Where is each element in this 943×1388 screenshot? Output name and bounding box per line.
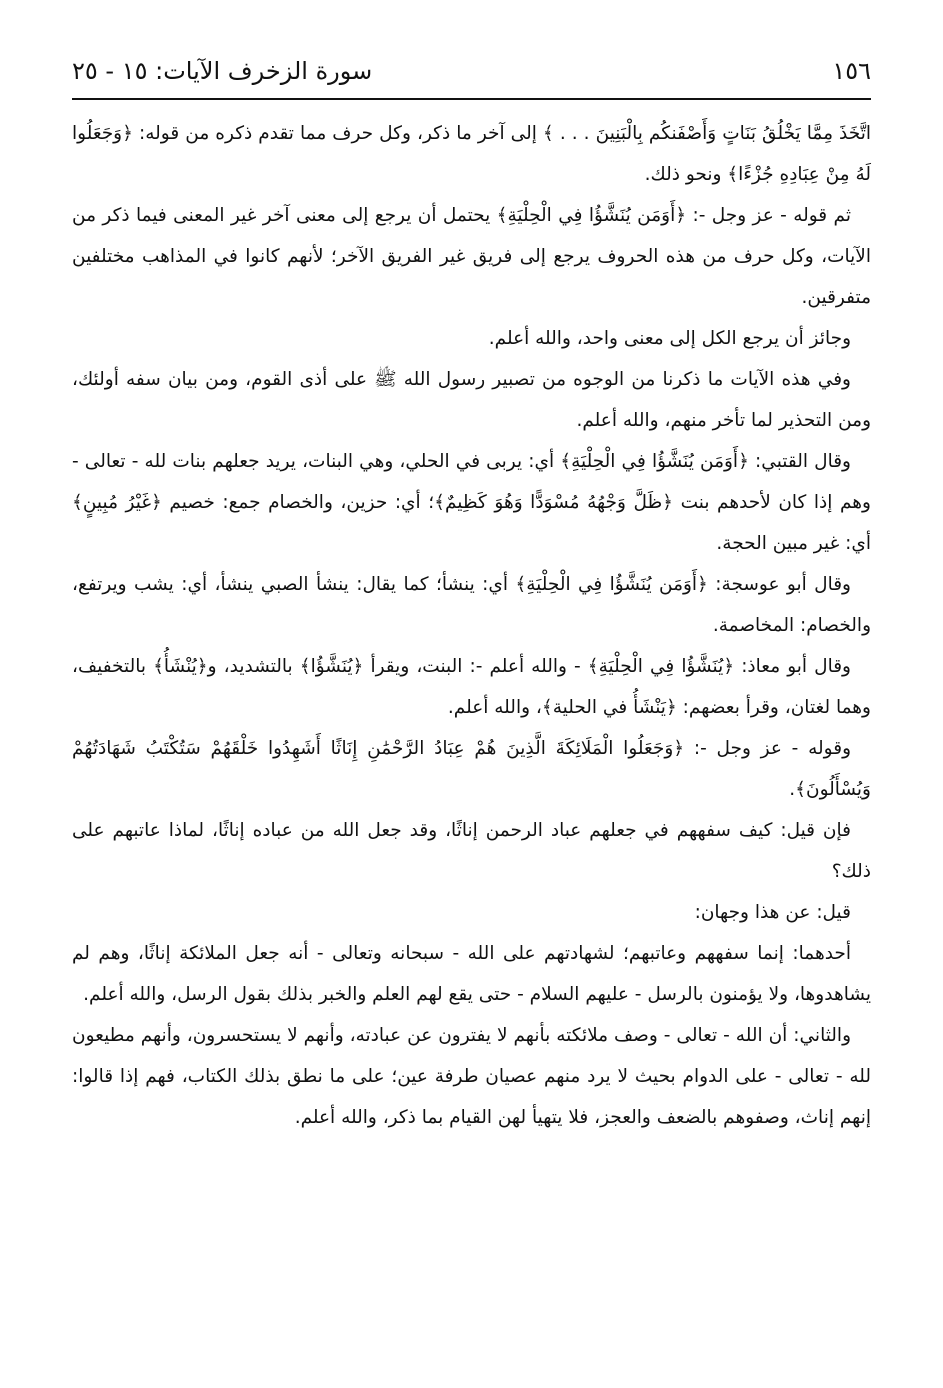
paragraph-answer-intro: قيل: عن هذا وجهان: bbox=[694, 902, 851, 923]
paragraph-yunshsha-verse: ثم قوله - عز وجل -: ﴿أَوَمَن يُنَشَّؤُا فِي الْحِلْيَةِ﴾ يحتمل أن يرجع إلى معنى آخر غير المعنى فيما ذكر من الآيات، وكل حرف من هذه الحروف يرجع إلى فريق غير الفريق الآخر؛ لأنهم كانوا في المذاهب مختلفين متفرقين. bbox=[72, 205, 871, 308]
paragraph-continuation: اتَّخَذَ مِمَّا يَخْلُقُ بَنَاتٍ وَأَصْفَنكُم بِالْبَنِينَ . . . ﴾ إلى آخر ما ذكر، وكل حرف مما تقدم ذكره من قوله: ﴿وَجَعَلُوا لَهُ مِنْ عِبَادِهِ جُزْءًا﴾ ونحو ذلك. bbox=[72, 123, 871, 185]
paragraph-consolation: وفي هذه الآيات ما ذكرنا من الوجوه من تصبير رسول الله ﷺ على أذى القوم، ومن بيان سفه أولئك، ومن التحذير لما تأخر منهم، والله أعلم. bbox=[72, 369, 871, 431]
paragraph-abu-muadh: وقال أبو معاذ: ﴿يُنَشَّؤُا فِي الْحِلْيَةِ﴾ - والله أعلم -: البنت، ويقرأ ﴿يُنَشَّؤُا﴾ بالتشديد، و﴿يُنْشَأُ﴾ بالتخفيف، وهما لغتان، وقرأ بعضهم: ﴿يَنْشَأُ في الحلية﴾، والله أعلم. bbox=[72, 656, 871, 718]
paragraph-abu-awsaja: وقال أبو عوسجة: ﴿أَوَمَن يُنَشَّؤُا فِي الْحِلْيَةِ﴾ أي: ينشأ؛ كما يقال: ينشأ الصبي ينشأ، أي: يشب ويرتفع، والخصام: المخاصمة. bbox=[72, 574, 871, 636]
paragraph-second-answer: والثاني: أن الله - تعالى - وصف ملائكته بأنهم لا يفترون عن عبادته، وأنهم لا يستحسرون، وأنهم مطيعون لله - تعالى - على الدوام بحيث لا يرد منهم عصيان طرفة عين؛ على ما نطق بذلك الكتاب، فهم إذا قالوا: إنهم إناث، وصفوهم بالضعف والعجز، فلا يتهيأ لهن القيام بما ذكر، والله أعلم. bbox=[72, 1025, 871, 1128]
paragraph-qutbi: وقال القتبي: ﴿أَوَمَن يُنَشَّؤُا فِي الْحِلْيَةِ﴾ أي: يربى في الحلي، وهي البنات، يريد جعلهم بنات لله - تعالى - وهم إذا كان لأحدهم بنت ﴿ظَلَّ وَجْهُهُ مُسْوَدًّا وَهُوَ كَظِيمٌ﴾؛ أي: حزين، والخصام جمع: خصيم ﴿غَيْرُ مُبِينٍ﴾ أي: غير مبين الحجة. bbox=[72, 451, 871, 554]
page-body bbox=[72, 113, 871, 1138]
paragraph-single-meaning: وجائز أن يرجع الكل إلى معنى واحد، والله أعلم. bbox=[488, 328, 851, 349]
paragraph-first-answer: أحدهما: إنما سفههم وعاتبهم؛ لشهادتهم على الله - سبحانه وتعالى - أنه جعل الملائكة إناثًا، وهم لم يشاهدوها، ولا يؤمنون بالرسل - عليهم السلام - حتى يقع لهم العلم والخبر بذلك بقول الرسل، والله أعلم. bbox=[72, 943, 871, 1005]
header-divider bbox=[72, 98, 871, 100]
running-title: سورة الزخرف الآيات: ١٥ - ٢٥ bbox=[72, 57, 373, 85]
page-header bbox=[72, 50, 871, 92]
paragraph-question: فإن قيل: كيف سفههم في جعلهم عباد الرحمن إناثًا، وقد جعل الله من عباده إناثًا، لماذا عاتبهم على ذلك؟ bbox=[72, 820, 871, 882]
paragraph-angels-verse: وقوله - عز وجل -: ﴿وَجَعَلُوا الْمَلَائِكَةَ الَّذِينَ هُمْ عِبَادُ الرَّحْمَٰنِ إِنَاثًا أَشَهِدُوا خَلْقَهُمْ سَتُكْتَبُ شَهَادَتُهُمْ وَيُسْأَلُونَ﴾. bbox=[72, 738, 871, 800]
page-number: ١٥٦ bbox=[832, 57, 871, 85]
